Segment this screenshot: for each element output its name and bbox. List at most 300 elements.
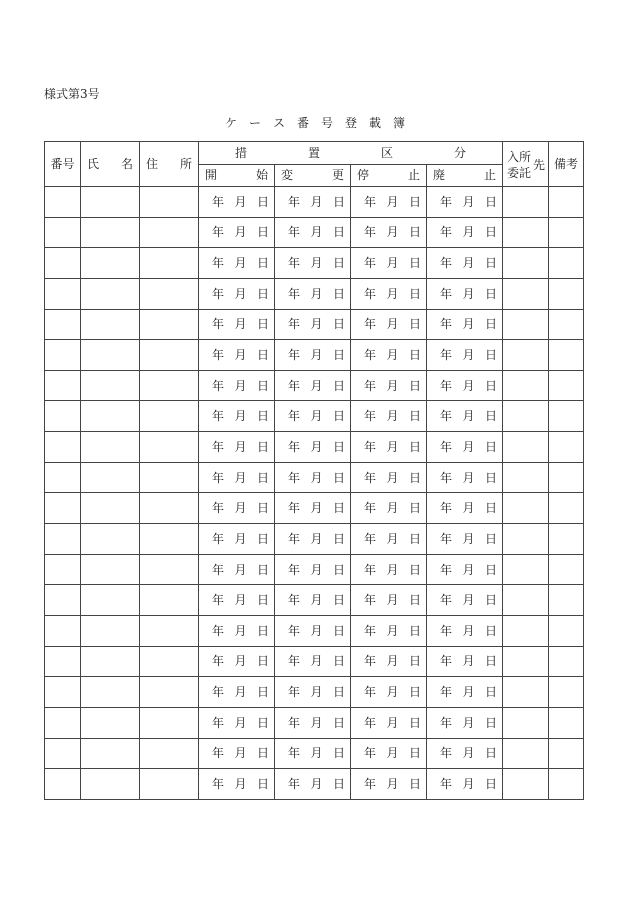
date-part-label: 日 — [256, 317, 269, 332]
name-cell[interactable] — [81, 646, 140, 677]
number-cell[interactable] — [45, 615, 81, 646]
number-cell[interactable] — [45, 585, 81, 616]
number-cell[interactable] — [45, 707, 81, 738]
change-date-cell[interactable] — [275, 217, 351, 248]
address-cell[interactable] — [140, 769, 199, 800]
register-row — [45, 585, 584, 616]
start-date-cell[interactable] — [199, 217, 275, 248]
start-date-cell[interactable] — [199, 646, 275, 677]
start-date-cell[interactable] — [199, 677, 275, 708]
start-date-cell[interactable] — [199, 554, 275, 585]
change-date-cell[interactable] — [275, 554, 351, 585]
abolish-date-cell[interactable] — [427, 248, 503, 279]
abolish-date-cell[interactable] — [427, 769, 503, 800]
address-cell[interactable] — [140, 524, 199, 555]
abolish-date-cell[interactable] — [427, 401, 503, 432]
date-part-label: 月 — [462, 194, 475, 209]
change-date-cell[interactable] — [275, 707, 351, 738]
date-part-label: 月 — [386, 378, 399, 393]
abolish-date-cell[interactable] — [427, 493, 503, 524]
name-cell[interactable] — [81, 462, 140, 493]
date-part-label: 年 — [288, 776, 301, 791]
date-part-label: 日 — [484, 409, 497, 424]
abolish-date-cell[interactable] — [427, 554, 503, 585]
suspend-date-cell[interactable] — [351, 217, 427, 248]
name-cell[interactable] — [81, 554, 140, 585]
date-part-label: 日 — [408, 776, 421, 791]
number-cell[interactable] — [45, 217, 81, 248]
date-part-label: 年 — [288, 194, 301, 209]
abolish-date-cell[interactable] — [427, 677, 503, 708]
date-part-label: 月 — [462, 286, 475, 301]
entrance-facility-cell[interactable] — [503, 677, 549, 708]
change-date-cell[interactable] — [275, 187, 351, 218]
date-part-label: 日 — [408, 378, 421, 393]
date-part-label: 月 — [386, 715, 399, 730]
address-cell[interactable] — [140, 554, 199, 585]
date-part-label: 年 — [288, 225, 301, 240]
abolish-date-cell[interactable] — [427, 309, 503, 340]
register-row — [45, 677, 584, 708]
date-part-label: 年 — [364, 348, 377, 363]
date-part-label: 月 — [234, 409, 247, 424]
name-cell[interactable] — [81, 615, 140, 646]
register-row — [45, 462, 584, 493]
date-part-label: 年 — [364, 286, 377, 301]
suspend-date-cell[interactable] — [351, 615, 427, 646]
date-part-label: 月 — [386, 470, 399, 485]
date-part-label: 年 — [440, 685, 453, 700]
address-cell[interactable] — [140, 432, 199, 463]
change-date-cell[interactable] — [275, 646, 351, 677]
number-cell[interactable] — [45, 187, 81, 218]
entrance-facility-cell[interactable] — [503, 585, 549, 616]
change-date-cell[interactable] — [275, 585, 351, 616]
abolish-date-cell[interactable] — [427, 278, 503, 309]
remarks-cell[interactable] — [549, 707, 584, 738]
name-cell[interactable] — [81, 585, 140, 616]
date-part-label: 日 — [332, 225, 345, 240]
date-part-label: 年 — [288, 623, 301, 638]
remarks-cell[interactable] — [549, 738, 584, 769]
title-char: ー — [248, 116, 261, 130]
date-part-label: 月 — [234, 348, 247, 363]
date-part-label: 年 — [288, 286, 301, 301]
suspend-date-cell[interactable] — [351, 585, 427, 616]
change-date-cell[interactable] — [275, 340, 351, 371]
date-part-label: 日 — [332, 439, 345, 454]
date-part-label: 年 — [288, 348, 301, 363]
address-cell[interactable] — [140, 615, 199, 646]
date-part-label: 月 — [234, 317, 247, 332]
address-cell[interactable] — [140, 248, 199, 279]
entrance-facility-cell[interactable] — [503, 738, 549, 769]
date-part-label: 月 — [310, 409, 323, 424]
date-part-label: 年 — [212, 378, 225, 393]
date-part-label: 日 — [484, 746, 497, 761]
start-date-cell[interactable] — [199, 493, 275, 524]
remarks-cell[interactable] — [549, 278, 584, 309]
suspend-date-cell[interactable] — [351, 462, 427, 493]
register-row — [45, 524, 584, 555]
suspend-date-cell[interactable] — [351, 432, 427, 463]
suspend-date-cell[interactable] — [351, 187, 427, 218]
date-part-label: 日 — [256, 562, 269, 577]
start-date-cell[interactable] — [199, 738, 275, 769]
start-date-cell[interactable] — [199, 585, 275, 616]
suspend-date-cell[interactable] — [351, 554, 427, 585]
date-part-label: 年 — [364, 746, 377, 761]
suspend-date-cell[interactable] — [351, 340, 427, 371]
date-part-label: 年 — [212, 593, 225, 608]
date-part-label: 日 — [484, 225, 497, 240]
number-cell[interactable] — [45, 677, 81, 708]
date-part-label: 日 — [408, 470, 421, 485]
number-cell[interactable] — [45, 432, 81, 463]
date-part-label: 月 — [234, 194, 247, 209]
name-cell[interactable] — [81, 493, 140, 524]
date-part-label: 年 — [212, 746, 225, 761]
date-part-label: 月 — [386, 562, 399, 577]
date-part-label: 月 — [310, 623, 323, 638]
address-cell[interactable] — [140, 707, 199, 738]
start-date-cell[interactable] — [199, 769, 275, 800]
register-row — [45, 278, 584, 309]
number-cell[interactable] — [45, 738, 81, 769]
date-part-label: 日 — [484, 562, 497, 577]
start-date-cell[interactable] — [199, 462, 275, 493]
address-cell[interactable] — [140, 187, 199, 218]
name-cell[interactable] — [81, 278, 140, 309]
change-date-cell[interactable] — [275, 401, 351, 432]
register-row — [45, 554, 584, 585]
address-cell[interactable] — [140, 493, 199, 524]
suspend-date-cell[interactable] — [351, 248, 427, 279]
suspend-date-cell[interactable] — [351, 738, 427, 769]
date-part-label: 月 — [310, 439, 323, 454]
header-address: 住 所 — [140, 142, 199, 187]
entrance-facility-cell[interactable] — [503, 615, 549, 646]
address-cell[interactable] — [140, 370, 199, 401]
address-cell[interactable] — [140, 309, 199, 340]
date-part-label: 月 — [310, 286, 323, 301]
start-date-cell[interactable] — [199, 340, 275, 371]
remarks-cell[interactable] — [549, 677, 584, 708]
title-char: 番 — [296, 116, 309, 130]
start-date-cell[interactable] — [199, 370, 275, 401]
document-title — [0, 114, 630, 131]
register-row — [45, 340, 584, 371]
change-date-cell[interactable] — [275, 370, 351, 401]
date-part-label: 日 — [484, 348, 497, 363]
remarks-cell[interactable] — [549, 309, 584, 340]
address-cell[interactable] — [140, 677, 199, 708]
date-part-label: 日 — [332, 623, 345, 638]
suspend-date-cell[interactable] — [351, 493, 427, 524]
date-part-label: 日 — [332, 776, 345, 791]
address-cell[interactable] — [140, 278, 199, 309]
address-cell[interactable] — [140, 462, 199, 493]
date-part-label: 日 — [256, 378, 269, 393]
suspend-date-cell[interactable] — [351, 524, 427, 555]
remarks-cell[interactable] — [549, 769, 584, 800]
date-part-label: 月 — [462, 378, 475, 393]
change-date-cell[interactable] — [275, 248, 351, 279]
change-date-cell[interactable] — [275, 769, 351, 800]
name-cell[interactable] — [81, 248, 140, 279]
remarks-cell[interactable] — [549, 248, 584, 279]
number-cell[interactable] — [45, 401, 81, 432]
date-part-label: 年 — [364, 501, 377, 516]
suspend-date-cell[interactable] — [351, 677, 427, 708]
date-part-label: 年 — [440, 593, 453, 608]
entrance-facility-cell[interactable] — [503, 524, 549, 555]
date-part-label: 年 — [212, 348, 225, 363]
date-part-label: 日 — [256, 439, 269, 454]
remarks-cell[interactable] — [549, 554, 584, 585]
start-date-cell[interactable] — [199, 615, 275, 646]
date-part-label: 日 — [256, 715, 269, 730]
entrance-facility-cell[interactable] — [503, 309, 549, 340]
abolish-date-cell[interactable] — [427, 738, 503, 769]
number-cell[interactable] — [45, 769, 81, 800]
start-date-cell[interactable] — [199, 524, 275, 555]
date-part-label: 年 — [440, 256, 453, 271]
start-date-cell[interactable] — [199, 432, 275, 463]
date-part-label: 日 — [484, 593, 497, 608]
remarks-cell[interactable] — [549, 585, 584, 616]
entrance-facility-cell[interactable] — [503, 278, 549, 309]
date-part-label: 日 — [484, 776, 497, 791]
name-cell[interactable] — [81, 707, 140, 738]
suspend-date-cell[interactable] — [351, 646, 427, 677]
date-part-label: 年 — [288, 256, 301, 271]
date-part-label: 日 — [332, 256, 345, 271]
change-date-cell[interactable] — [275, 278, 351, 309]
entrance-facility-cell[interactable] — [503, 493, 549, 524]
date-part-label: 日 — [408, 317, 421, 332]
name-cell[interactable] — [81, 309, 140, 340]
suspend-date-cell[interactable] — [351, 769, 427, 800]
abolish-date-cell[interactable] — [427, 707, 503, 738]
start-date-cell[interactable] — [199, 707, 275, 738]
change-date-cell[interactable] — [275, 493, 351, 524]
date-part-label: 日 — [408, 286, 421, 301]
date-part-label: 年 — [364, 531, 377, 546]
abolish-date-cell[interactable] — [427, 615, 503, 646]
date-part-label: 年 — [212, 685, 225, 700]
date-part-label: 日 — [332, 194, 345, 209]
start-date-cell[interactable] — [199, 401, 275, 432]
abolish-date-cell[interactable] — [427, 187, 503, 218]
date-part-label: 日 — [332, 715, 345, 730]
date-part-label: 日 — [332, 286, 345, 301]
number-cell[interactable] — [45, 524, 81, 555]
remarks-cell[interactable] — [549, 432, 584, 463]
date-part-label: 日 — [484, 715, 497, 730]
address-cell[interactable] — [140, 646, 199, 677]
change-date-cell[interactable] — [275, 738, 351, 769]
date-part-label: 月 — [386, 623, 399, 638]
number-cell[interactable] — [45, 493, 81, 524]
entrance-facility-cell[interactable] — [503, 340, 549, 371]
entrance-facility-cell[interactable] — [503, 370, 549, 401]
date-part-label: 年 — [288, 562, 301, 577]
remarks-cell[interactable] — [549, 493, 584, 524]
date-part-label: 日 — [332, 531, 345, 546]
date-part-label: 月 — [234, 470, 247, 485]
date-part-label: 月 — [462, 776, 475, 791]
date-part-label: 月 — [462, 317, 475, 332]
abolish-date-cell[interactable] — [427, 340, 503, 371]
name-cell[interactable] — [81, 217, 140, 248]
remarks-cell[interactable] — [549, 646, 584, 677]
date-part-label: 月 — [310, 776, 323, 791]
name-cell[interactable] — [81, 677, 140, 708]
abolish-date-cell[interactable] — [427, 646, 503, 677]
date-part-label: 年 — [440, 746, 453, 761]
header-entrance-facility: 入所 委託 先 — [503, 142, 549, 187]
name-cell[interactable] — [81, 401, 140, 432]
date-part-label: 月 — [234, 501, 247, 516]
date-part-label: 月 — [310, 685, 323, 700]
date-part-label: 月 — [462, 501, 475, 516]
date-part-label: 日 — [332, 409, 345, 424]
date-part-label: 年 — [288, 470, 301, 485]
remarks-cell[interactable] — [549, 187, 584, 218]
start-date-cell[interactable] — [199, 187, 275, 218]
address-cell[interactable] — [140, 738, 199, 769]
address-cell[interactable] — [140, 401, 199, 432]
number-cell[interactable] — [45, 646, 81, 677]
date-part-label: 月 — [310, 531, 323, 546]
date-part-label: 日 — [332, 378, 345, 393]
entrance-facility-cell[interactable] — [503, 401, 549, 432]
date-part-label: 日 — [332, 470, 345, 485]
address-cell[interactable] — [140, 340, 199, 371]
suspend-date-cell[interactable] — [351, 309, 427, 340]
date-part-label: 月 — [386, 256, 399, 271]
abolish-date-cell[interactable] — [427, 524, 503, 555]
name-cell[interactable] — [81, 524, 140, 555]
number-cell[interactable] — [45, 462, 81, 493]
entrance-facility-cell[interactable] — [503, 554, 549, 585]
suspend-date-cell[interactable] — [351, 370, 427, 401]
date-part-label: 日 — [256, 685, 269, 700]
address-cell[interactable] — [140, 217, 199, 248]
suspend-date-cell[interactable] — [351, 707, 427, 738]
entrance-facility-cell[interactable] — [503, 462, 549, 493]
date-part-label: 年 — [212, 286, 225, 301]
address-cell[interactable] — [140, 585, 199, 616]
header-measure-category: 措 置 区 分 — [199, 142, 503, 165]
remarks-cell[interactable] — [549, 524, 584, 555]
change-date-cell[interactable] — [275, 462, 351, 493]
header-change: 変 更 — [275, 164, 351, 187]
change-date-cell[interactable] — [275, 677, 351, 708]
date-part-label: 年 — [288, 501, 301, 516]
date-part-label: 日 — [408, 501, 421, 516]
abolish-date-cell[interactable] — [427, 370, 503, 401]
remarks-cell[interactable] — [549, 340, 584, 371]
number-cell[interactable] — [45, 554, 81, 585]
date-part-label: 年 — [364, 623, 377, 638]
entrance-facility-cell[interactable] — [503, 187, 549, 218]
number-cell[interactable] — [45, 370, 81, 401]
date-part-label: 月 — [386, 225, 399, 240]
change-date-cell[interactable] — [275, 524, 351, 555]
date-part-label: 年 — [440, 286, 453, 301]
date-part-label: 月 — [310, 225, 323, 240]
date-part-label: 月 — [386, 317, 399, 332]
start-date-cell[interactable] — [199, 278, 275, 309]
abolish-date-cell[interactable] — [427, 462, 503, 493]
date-part-label: 年 — [212, 470, 225, 485]
change-date-cell[interactable] — [275, 309, 351, 340]
name-cell[interactable] — [81, 738, 140, 769]
date-part-label: 日 — [408, 685, 421, 700]
remarks-cell[interactable] — [549, 615, 584, 646]
date-part-label: 年 — [364, 439, 377, 454]
date-part-label: 年 — [440, 409, 453, 424]
start-date-cell[interactable] — [199, 248, 275, 279]
remarks-cell[interactable] — [549, 217, 584, 248]
number-cell[interactable] — [45, 248, 81, 279]
remarks-cell[interactable] — [549, 401, 584, 432]
number-cell[interactable] — [45, 309, 81, 340]
suspend-date-cell[interactable] — [351, 401, 427, 432]
date-part-label: 日 — [484, 286, 497, 301]
entrance-facility-cell[interactable] — [503, 217, 549, 248]
entrance-facility-cell[interactable] — [503, 646, 549, 677]
number-cell[interactable] — [45, 340, 81, 371]
remarks-cell[interactable] — [549, 462, 584, 493]
date-part-label: 年 — [364, 715, 377, 730]
entrance-facility-cell[interactable] — [503, 432, 549, 463]
name-cell[interactable] — [81, 769, 140, 800]
date-part-label: 月 — [462, 531, 475, 546]
change-date-cell[interactable] — [275, 615, 351, 646]
date-part-label: 日 — [256, 225, 269, 240]
abolish-date-cell[interactable] — [427, 585, 503, 616]
date-part-label: 日 — [484, 194, 497, 209]
date-part-label: 月 — [234, 225, 247, 240]
date-part-label: 年 — [212, 531, 225, 546]
date-part-label: 月 — [462, 470, 475, 485]
abolish-date-cell[interactable] — [427, 432, 503, 463]
suspend-date-cell[interactable] — [351, 278, 427, 309]
date-part-label: 日 — [256, 194, 269, 209]
date-part-label: 年 — [212, 225, 225, 240]
date-part-label: 月 — [234, 776, 247, 791]
number-cell[interactable] — [45, 278, 81, 309]
entrance-facility-cell[interactable] — [503, 707, 549, 738]
name-cell[interactable] — [81, 340, 140, 371]
name-cell[interactable] — [81, 432, 140, 463]
entrance-facility-cell[interactable] — [503, 248, 549, 279]
change-date-cell[interactable] — [275, 432, 351, 463]
date-part-label: 年 — [364, 194, 377, 209]
remarks-cell[interactable] — [549, 370, 584, 401]
abolish-date-cell[interactable] — [427, 217, 503, 248]
entrance-facility-cell[interactable] — [503, 769, 549, 800]
date-part-label: 月 — [234, 746, 247, 761]
date-part-label: 月 — [386, 685, 399, 700]
name-cell[interactable] — [81, 370, 140, 401]
name-cell[interactable] — [81, 187, 140, 218]
start-date-cell[interactable] — [199, 309, 275, 340]
date-part-label: 年 — [212, 439, 225, 454]
